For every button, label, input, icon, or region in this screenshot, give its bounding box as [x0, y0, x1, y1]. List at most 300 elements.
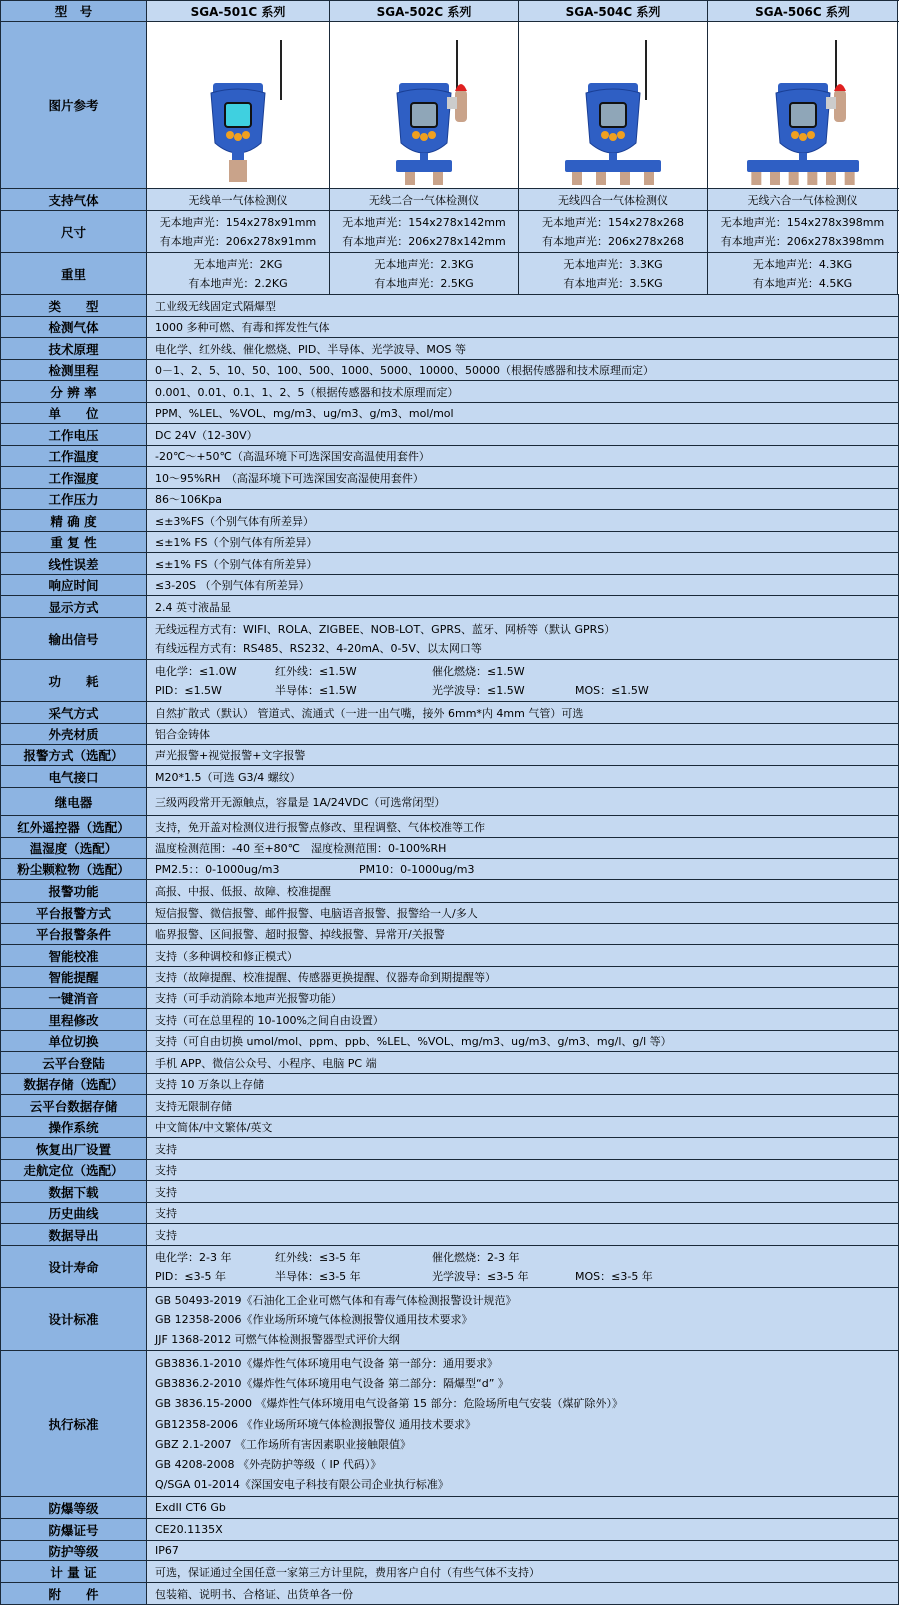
value-line	[155, 794, 898, 810]
row-label	[0, 424, 147, 445]
value-line	[155, 1311, 898, 1327]
row-label	[0, 189, 147, 210]
label-text: 单位切换	[48, 1034, 99, 1049]
label-text: 报警方式（选配）	[23, 748, 124, 763]
value-line	[155, 1456, 898, 1472]
label-text: 工作电压	[48, 427, 99, 443]
spec-row	[0, 424, 899, 446]
value-segment: PID：≤1.5W	[155, 684, 222, 697]
value-line	[155, 1162, 898, 1178]
row-value	[147, 575, 899, 595]
value-segment: 支持（多种调校和修正模式）	[155, 949, 298, 963]
header-row	[0, 1, 899, 22]
spec-row	[0, 816, 899, 838]
value-line	[155, 1249, 898, 1265]
cell-line: 无本地声光：154x278x398mm	[720, 216, 885, 229]
label-text: 显示方式	[48, 599, 99, 615]
model-name: SGA-502C 系列	[376, 4, 472, 19]
spec-row	[0, 1074, 899, 1095]
cell-line: 有本地声光：3.5KG	[563, 277, 663, 290]
value-line	[155, 1076, 898, 1092]
model-name: SGA-504C 系列	[565, 4, 661, 19]
row-label	[0, 1246, 147, 1287]
value-segment: 红外线：≤1.5W	[275, 665, 357, 678]
spec-row	[0, 724, 899, 745]
value-line	[155, 1227, 898, 1243]
row-value	[147, 1224, 899, 1245]
row-value	[147, 967, 899, 987]
model-cell	[330, 211, 519, 252]
row-label	[0, 859, 147, 879]
value-line	[155, 1119, 898, 1135]
value-segment: GB 4208-2008 《外壳防护等级（ IP 代码）》	[155, 1457, 382, 1471]
value-segment: 支持	[155, 1228, 177, 1242]
spec-row	[0, 745, 899, 766]
value-line	[155, 682, 898, 698]
label-text: 型 号	[54, 4, 93, 19]
label-text: 输出信号	[48, 631, 99, 647]
value-segment: 支持（可自由切换 umol/mol、ppm、ppb、%LEL、%VOL、mg/m3、ug/m3、g/m3、mg/l、g/l 等）	[155, 1035, 672, 1048]
value-segment: 支持 10 万条以上存储	[155, 1078, 264, 1091]
cell-line: 有本地声光：206x278x398mm	[720, 235, 885, 248]
value-segment: IP67	[155, 1544, 179, 1557]
row-label	[0, 816, 147, 837]
value-line	[155, 470, 898, 486]
row-value	[147, 1246, 899, 1287]
spec-row	[0, 838, 899, 859]
gas-detector-6-sensor-icon	[718, 25, 888, 185]
row-value	[147, 1203, 899, 1223]
spec-row	[0, 702, 899, 724]
value-line	[155, 969, 898, 985]
value-line	[155, 883, 898, 899]
model-name-1	[330, 1, 519, 21]
label-text: 执行标准	[48, 1416, 99, 1432]
cell-line: 有本地声光：4.5KG	[752, 277, 853, 290]
value-line	[155, 1523, 898, 1536]
value-line	[155, 621, 898, 637]
value-line	[155, 1375, 898, 1391]
spec-row	[0, 553, 899, 575]
model-cells	[147, 253, 899, 294]
value-segment: GB 12358-2006《作业场所环境气体检测报警仪通用技术要求》	[155, 1313, 473, 1326]
spec-row	[0, 403, 899, 424]
cell-line: 有本地声光：2.2KG	[188, 277, 288, 290]
value-segment: 电化学、红外线、催化燃烧、PID、半导体、光学波导、MOS 等	[155, 342, 466, 356]
row-label	[0, 1541, 147, 1560]
row-value	[147, 360, 899, 380]
label-text: 平台报警方式	[35, 906, 111, 921]
image-row-label	[0, 22, 147, 188]
row-label	[0, 575, 147, 595]
row-label	[0, 489, 147, 509]
label-text: 检测里程	[48, 363, 99, 378]
value-line	[155, 405, 898, 421]
value-line	[155, 948, 898, 964]
value-segment: 半导体：≤1.5W	[275, 684, 357, 697]
label-text: 数据存储（选配）	[23, 1077, 124, 1092]
cell-line: 无本地声光：2.3KG	[374, 258, 474, 271]
label-text: 附 件	[48, 1586, 99, 1602]
row-label	[0, 1117, 147, 1137]
value-line	[155, 534, 898, 550]
cell-line: 无本地声光：4.3KG	[752, 258, 853, 271]
label-text: 图片参考	[48, 98, 99, 113]
row-label	[0, 381, 147, 402]
value-segment: GB3836.2-2010《爆炸性气体环境用电气设备 第二部分：隔爆型“d” 》	[155, 1377, 509, 1391]
row-label	[0, 253, 147, 294]
row-value	[147, 467, 899, 488]
value-segment: PM2.5：：0-1000ug/m3	[155, 863, 280, 876]
value-line	[155, 705, 898, 721]
row-label	[0, 1224, 147, 1245]
cell-line: 无线二合一气体检测仪	[369, 193, 479, 207]
spec-row	[0, 903, 899, 924]
spec-row	[0, 1009, 899, 1031]
value-segment: Q/SGA 01-2014《深国安电子科技有限公司企业执行标准》	[155, 1477, 449, 1491]
row-value	[147, 903, 899, 923]
label-text: 云平台数据存储	[29, 1098, 118, 1114]
value-segment: 2.4 英寸液晶显	[155, 600, 231, 614]
row-label	[0, 1519, 147, 1540]
value-segment: 支持	[155, 1185, 177, 1199]
value-segment: 1000 多种可燃、有毒和挥发性气体	[155, 321, 330, 334]
product-image-0	[147, 22, 330, 188]
label-text: 设计寿命	[48, 1259, 99, 1275]
value-line	[155, 362, 898, 378]
value-line	[155, 1055, 898, 1071]
row-label	[0, 618, 147, 659]
value-segment: ≤±1% FS（个别气体有所差异）	[155, 536, 318, 549]
row-value	[147, 1561, 899, 1582]
row-label	[0, 924, 147, 944]
label-text: 分 辨 率	[50, 384, 97, 400]
row-label	[0, 1031, 147, 1051]
row-value	[147, 859, 899, 879]
value-line	[155, 861, 898, 877]
label-text: 类 型	[48, 298, 99, 314]
label-text: 重 复 性	[50, 535, 97, 550]
row-value	[147, 338, 899, 359]
model-cell	[147, 253, 330, 294]
row-label	[0, 880, 147, 902]
model-row	[0, 189, 899, 211]
value-line	[155, 990, 898, 1006]
row-label	[0, 967, 147, 987]
label-text: 工作湿度	[48, 470, 99, 486]
model-cell	[519, 211, 708, 252]
value-line	[155, 1292, 898, 1308]
row-value	[147, 838, 899, 858]
value-line	[155, 1416, 898, 1432]
value-line	[155, 1268, 898, 1284]
value-line	[155, 926, 898, 942]
value-line	[155, 1395, 898, 1411]
spec-row	[0, 596, 899, 618]
value-segment: GB 50493-2019《石油化工企业可燃气体和有毒气体检测报警设计规范》	[155, 1293, 517, 1307]
spec-row	[0, 1095, 899, 1117]
value-segment: 铝合金铸体	[155, 728, 210, 741]
value-line	[155, 599, 898, 615]
label-text: 平台报警条件	[35, 927, 111, 942]
value-segment: PPM、%LEL、%VOL、mg/m3、ug/m3、g/m3、mol/mol	[155, 407, 454, 420]
label-text: 恢复出厂设置	[35, 1141, 111, 1157]
value-segment: 催化燃烧：2-3 年	[432, 1251, 520, 1264]
cell-line: 无本地声光：154x278x142mm	[342, 216, 506, 229]
row-label	[0, 903, 147, 923]
row-label	[0, 553, 147, 574]
row-value	[147, 988, 899, 1008]
value-line	[155, 663, 898, 679]
spec-row	[0, 1181, 899, 1203]
row-label	[0, 510, 147, 531]
gas-detector-1-sensor-icon	[153, 25, 323, 185]
value-line	[155, 491, 898, 507]
value-line	[155, 840, 898, 856]
value-segment: PID：≤3-5 年	[155, 1270, 227, 1283]
value-segment: 短信报警、微信报警、邮件报警、电脑语音报警、报警给一人/多人	[155, 907, 478, 920]
value-line	[155, 1098, 898, 1114]
value-segment: 光学波导：≤1.5W	[432, 684, 525, 697]
model-columns	[147, 1, 899, 21]
row-label	[0, 1009, 147, 1030]
row-value	[147, 766, 899, 787]
row-value	[147, 1497, 899, 1518]
value-line	[155, 319, 898, 335]
row-value	[147, 816, 899, 837]
row-value	[147, 532, 899, 552]
value-segment: 支持	[155, 1164, 177, 1177]
label-text: 尺寸	[60, 224, 86, 240]
row-label	[0, 945, 147, 966]
label-text: 功 耗	[48, 673, 99, 689]
value-line	[155, 1012, 898, 1028]
model-name-3	[708, 1, 898, 21]
row-value	[147, 1583, 899, 1604]
label-text: 智能校准	[48, 948, 99, 964]
model-cells	[147, 211, 899, 252]
label-text: 支持气体	[48, 192, 99, 208]
spec-row	[0, 1246, 899, 1288]
row-value	[147, 317, 899, 337]
label-text: 检测气体	[48, 320, 99, 335]
value-segment: 温度检测范围：-40 至+80℃ 湿度检测范围：0-100%RH	[155, 842, 447, 855]
row-value	[147, 702, 899, 723]
label-text: 数据导出	[48, 1227, 99, 1243]
value-segment: 电化学：2-3 年	[155, 1251, 232, 1264]
value-segment: 0－1、2、5、10、50、100、500、1000、5000、10000、50000（根据传感器和技术原理而定）	[155, 364, 654, 377]
model-cell	[708, 189, 898, 210]
spec-row	[0, 988, 899, 1009]
cell-line: 无线单一气体检测仪	[188, 193, 288, 207]
value-segment: 有线远程方式有：RS485、RS232、4-20mA、0-5V、以太网口等	[155, 642, 482, 655]
spec-row	[0, 1561, 899, 1583]
spec-row	[0, 945, 899, 967]
spec-row	[0, 446, 899, 467]
spec-row	[0, 381, 899, 403]
value-line	[155, 1501, 898, 1514]
row-value	[147, 1074, 899, 1094]
model-row	[0, 253, 899, 295]
value-line	[155, 1331, 898, 1347]
row-label	[0, 724, 147, 744]
value-segment: ExdII CT6 Gb	[155, 1501, 226, 1514]
product-image-3	[708, 22, 898, 188]
spec-row	[0, 618, 899, 660]
model-cell	[330, 253, 519, 294]
value-segment: 包装箱、说明书、合格证、出货单各一份	[155, 1587, 353, 1601]
row-value	[147, 403, 899, 423]
value-line	[155, 747, 898, 763]
value-segment: 三级两段常开无源触点，容量是 1A/24VDC（可选常闭型）	[155, 795, 446, 809]
row-value	[147, 1117, 899, 1137]
value-segment: 自然扩散式（默认） 管道式、流通式（一进一出气嘴，接外 6mm*内 4mm 气管）可选	[155, 706, 584, 720]
spec-row	[0, 924, 899, 945]
spec-row	[0, 1351, 899, 1497]
row-label	[0, 446, 147, 466]
value-segment: ≤±1% FS（个别气体有所差异）	[155, 557, 318, 571]
header-label	[0, 1, 147, 21]
value-line	[155, 427, 898, 443]
value-line	[155, 577, 898, 593]
value-segment: 手机 APP、微信公众号、小程序、电脑 PC 端	[155, 1056, 377, 1070]
value-line	[155, 905, 898, 921]
row-label	[0, 532, 147, 552]
row-label	[0, 988, 147, 1008]
value-line	[155, 448, 898, 464]
value-segment: 支持	[155, 1142, 177, 1156]
value-line	[155, 1476, 898, 1492]
row-label	[0, 660, 147, 701]
cell-line: 无本地声光：2KG	[193, 258, 283, 271]
cell-line: 无本地声光：154x278x268	[541, 216, 684, 229]
label-text: 粉尘颗粒物（选配）	[17, 862, 130, 877]
label-text: 外壳材质	[48, 727, 99, 742]
value-segment: GBZ 2.1-2007 《工作场所有害因素职业接触限值》	[155, 1437, 412, 1451]
value-segment: 工业级无线固定式隔爆型	[155, 299, 276, 313]
row-value	[147, 1541, 899, 1560]
value-line	[155, 1141, 898, 1157]
spec-row	[0, 360, 899, 381]
label-text: 历史曲线	[48, 1206, 99, 1221]
row-value	[147, 489, 899, 509]
value-line	[155, 1564, 898, 1580]
spec-row	[0, 575, 899, 596]
spec-row	[0, 1031, 899, 1052]
row-label	[0, 1497, 147, 1518]
row-value	[147, 510, 899, 531]
value-line	[155, 1033, 898, 1049]
model-name-0	[147, 1, 330, 21]
gas-detector-4-sensor-icon	[528, 25, 698, 185]
cell-line: 无线四合一气体检测仪	[558, 193, 668, 207]
row-value	[147, 660, 899, 701]
value-segment: 86～106Kpa	[155, 493, 222, 506]
row-value	[147, 1052, 899, 1073]
model-cell	[519, 189, 708, 210]
label-text: 技术原理	[48, 341, 99, 357]
value-line	[155, 1184, 898, 1200]
row-label	[0, 360, 147, 380]
spec-row	[0, 510, 899, 532]
label-text: 设计标准	[48, 1312, 99, 1327]
value-segment: MOS：≤3-5 年	[575, 1270, 653, 1283]
label-text: 一键消音	[48, 991, 99, 1006]
value-segment: ≤3-20S （个别气体有所差异）	[155, 579, 310, 592]
label-text: 智能提醒	[48, 970, 99, 985]
spec-row	[0, 338, 899, 360]
model-name: SGA-506C 系列	[755, 4, 850, 19]
value-segment: 中文简体/中文繁体/英文	[155, 1121, 273, 1134]
value-segment: 光学波导：≤3-5 年	[432, 1270, 529, 1283]
value-line	[155, 819, 898, 835]
spec-row	[0, 1052, 899, 1074]
row-value	[147, 1009, 899, 1030]
row-label	[0, 338, 147, 359]
value-segment: 支持（故障提醒、校准提醒、传感器更换提醒、仪器寿命到期提醒等）	[155, 971, 496, 984]
spec-row	[0, 1497, 899, 1519]
row-label	[0, 766, 147, 787]
label-text: 走航定位（选配）	[23, 1163, 124, 1178]
row-value	[147, 924, 899, 944]
value-segment: 支持	[155, 1207, 177, 1220]
value-segment: GB12358-2006 《作业场所环境气体检测报警仪 通用技术要求》	[155, 1417, 477, 1431]
label-text: 线性误差	[48, 556, 99, 572]
product-image-2	[519, 22, 708, 188]
spec-row	[0, 532, 899, 553]
row-value	[147, 618, 899, 659]
value-segment: 红外线：≤3-5 年	[275, 1251, 361, 1264]
row-label	[0, 317, 147, 337]
value-line	[155, 384, 898, 400]
label-text: 采气方式	[48, 705, 99, 721]
row-value	[147, 1181, 899, 1202]
label-text: 红外遥控器（选配）	[17, 819, 130, 835]
model-cell	[330, 189, 519, 210]
spec-row	[0, 467, 899, 489]
value-segment: GB 3836.15-2000 《爆炸性气体环境用电气设备第 15 部分：危险场所电气安装（煤矿除外）》	[155, 1397, 624, 1411]
row-value	[147, 1031, 899, 1051]
row-label	[0, 1181, 147, 1202]
row-label	[0, 838, 147, 858]
cell-line: 无本地声光：3.3KG	[563, 258, 663, 271]
label-text: 重里	[60, 266, 86, 282]
value-segment: JJF 1368-2012 可燃气体检测报警器型式评价大纲	[155, 1332, 400, 1346]
row-label	[0, 1095, 147, 1116]
value-line	[155, 1355, 898, 1371]
value-line	[155, 769, 898, 785]
label-text: 响应时间	[48, 578, 99, 593]
row-value	[147, 945, 899, 966]
value-line	[155, 640, 898, 656]
spec-row	[0, 766, 899, 788]
value-segment: 支持无限制存储	[155, 1099, 232, 1113]
value-segment: 支持（可在总里程的 10-100%之间自由设置）	[155, 1013, 384, 1027]
model-cell	[708, 211, 898, 252]
value-segment: 0.001、0.01、0.1、1、2、5（根据传感器和技术原理而定）	[155, 385, 459, 399]
value-line	[155, 556, 898, 572]
row-label	[0, 1288, 147, 1350]
row-value	[147, 880, 899, 902]
row-label	[0, 1583, 147, 1604]
value-segment: 高报、中报、低报、故障、校准提醒	[155, 885, 331, 898]
value-segment: 临界报警、区间报警、超时报警、掉线报警、异常开/关报警	[155, 928, 445, 941]
cell-line: 有本地声光：206x278x142mm	[342, 235, 506, 248]
label-text: 工作压力	[48, 492, 99, 507]
spec-row	[0, 489, 899, 510]
value-line	[155, 1586, 898, 1602]
label-text: 防爆证号	[48, 1522, 99, 1538]
